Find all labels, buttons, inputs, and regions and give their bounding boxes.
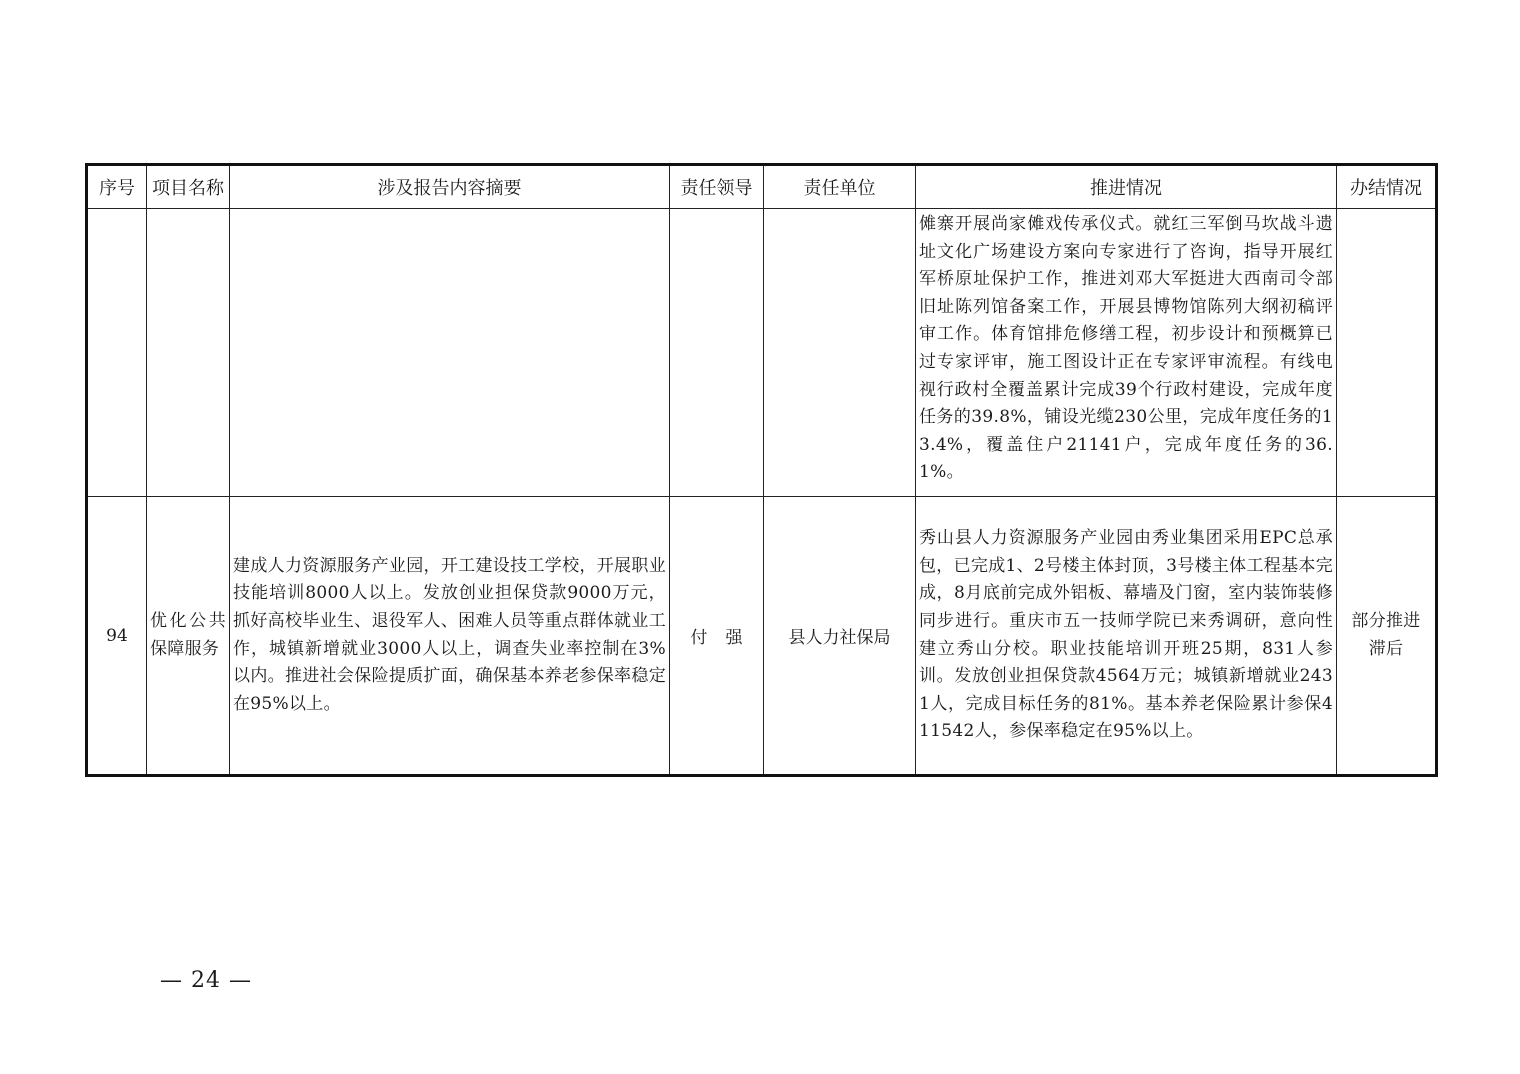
cell-summary-empty xyxy=(230,209,670,497)
table-row-94 xyxy=(87,497,1437,776)
summary-text: 建成人力资源服务产业园，开工建设技工学校，开展职业技能培训8000人以上。发放创业担保贷款9000万元，抓好高校毕业生、退役军人、困难人员等重点群体就业工作，城镇新增就业3000人以上，调查失业率控制在3%以内。推进社会保险提质扩面，确保基本养老参保率稳定在95%以上。 xyxy=(233,555,666,714)
cell-status xyxy=(1337,497,1437,776)
cell-leader-empty xyxy=(670,209,764,497)
report-table xyxy=(85,163,1438,777)
cell-unit: 县人力社保局 xyxy=(764,497,916,776)
table-row-continued xyxy=(87,209,1437,497)
page-number: — 24 — xyxy=(160,968,252,993)
header-row xyxy=(87,165,1437,209)
cell-project-empty xyxy=(147,209,230,497)
header-leader: 责任领导 xyxy=(670,165,764,209)
cell-progress-continued xyxy=(916,209,1337,497)
cell-status-empty xyxy=(1337,209,1437,497)
progress-text: 秀山县人力资源服务产业园由秀业集团采用EPC总承包，已完成1、2号楼主体封顶，3号楼主体工程基本完成，8月底前完成外铝板、幕墙及门窗，室内装饰装修同步进行。重庆市五一技师学院已来秀调研，意向性建立秀山分校。职业技能培训开班25期，831人参训。发放创业担保贷款4564万元；城镇新增就业2431人，完成目标任务的81%。基本养老保险累计参保411542人，参保率稳定在95%以上。 xyxy=(919,528,1333,742)
status-text: 部分推进滞后 xyxy=(1351,610,1421,659)
cell-unit-empty xyxy=(764,209,916,497)
cell-leader xyxy=(670,497,764,776)
cell-progress xyxy=(916,497,1337,776)
cell-project xyxy=(147,497,230,776)
cell-seq-empty xyxy=(87,209,147,497)
header-seq: 序号 xyxy=(87,165,147,209)
header-status: 办结情况 xyxy=(1337,165,1437,209)
cell-seq: 94 xyxy=(87,497,147,776)
progress-continued-text: 傩寨开展尚家傩戏传承仪式。就红三军倒马坎战斗遗址文化广场建设方案向专家进行了咨询，指导开展红军桥原址保护工作，推进刘邓大军挺进大西南司令部旧址陈列馆备案工作，开展县博物馆陈列大纲初稿评审工作。体育馆排危修缮工程，初步设计和预概算已过专家评审，施工图设计正在专家评审流程。有线电视行政村全覆盖累计完成39个行政村建设，完成年度任务的39.8%，铺设光缆230公里，完成年度任务的13.4%，覆盖住户21141户，完成年度任务的36.1%。 xyxy=(919,214,1333,483)
cell-summary xyxy=(230,497,670,776)
project-name-text: 优化公共保障服务 xyxy=(150,610,226,659)
header-summary: 涉及报告内容摘要 xyxy=(230,165,670,209)
header-unit: 责任单位 xyxy=(764,165,916,209)
header-progress: 推进情况 xyxy=(916,165,1337,209)
header-project: 项目名称 xyxy=(147,165,230,209)
leader-name-text: 付强 xyxy=(690,628,761,648)
